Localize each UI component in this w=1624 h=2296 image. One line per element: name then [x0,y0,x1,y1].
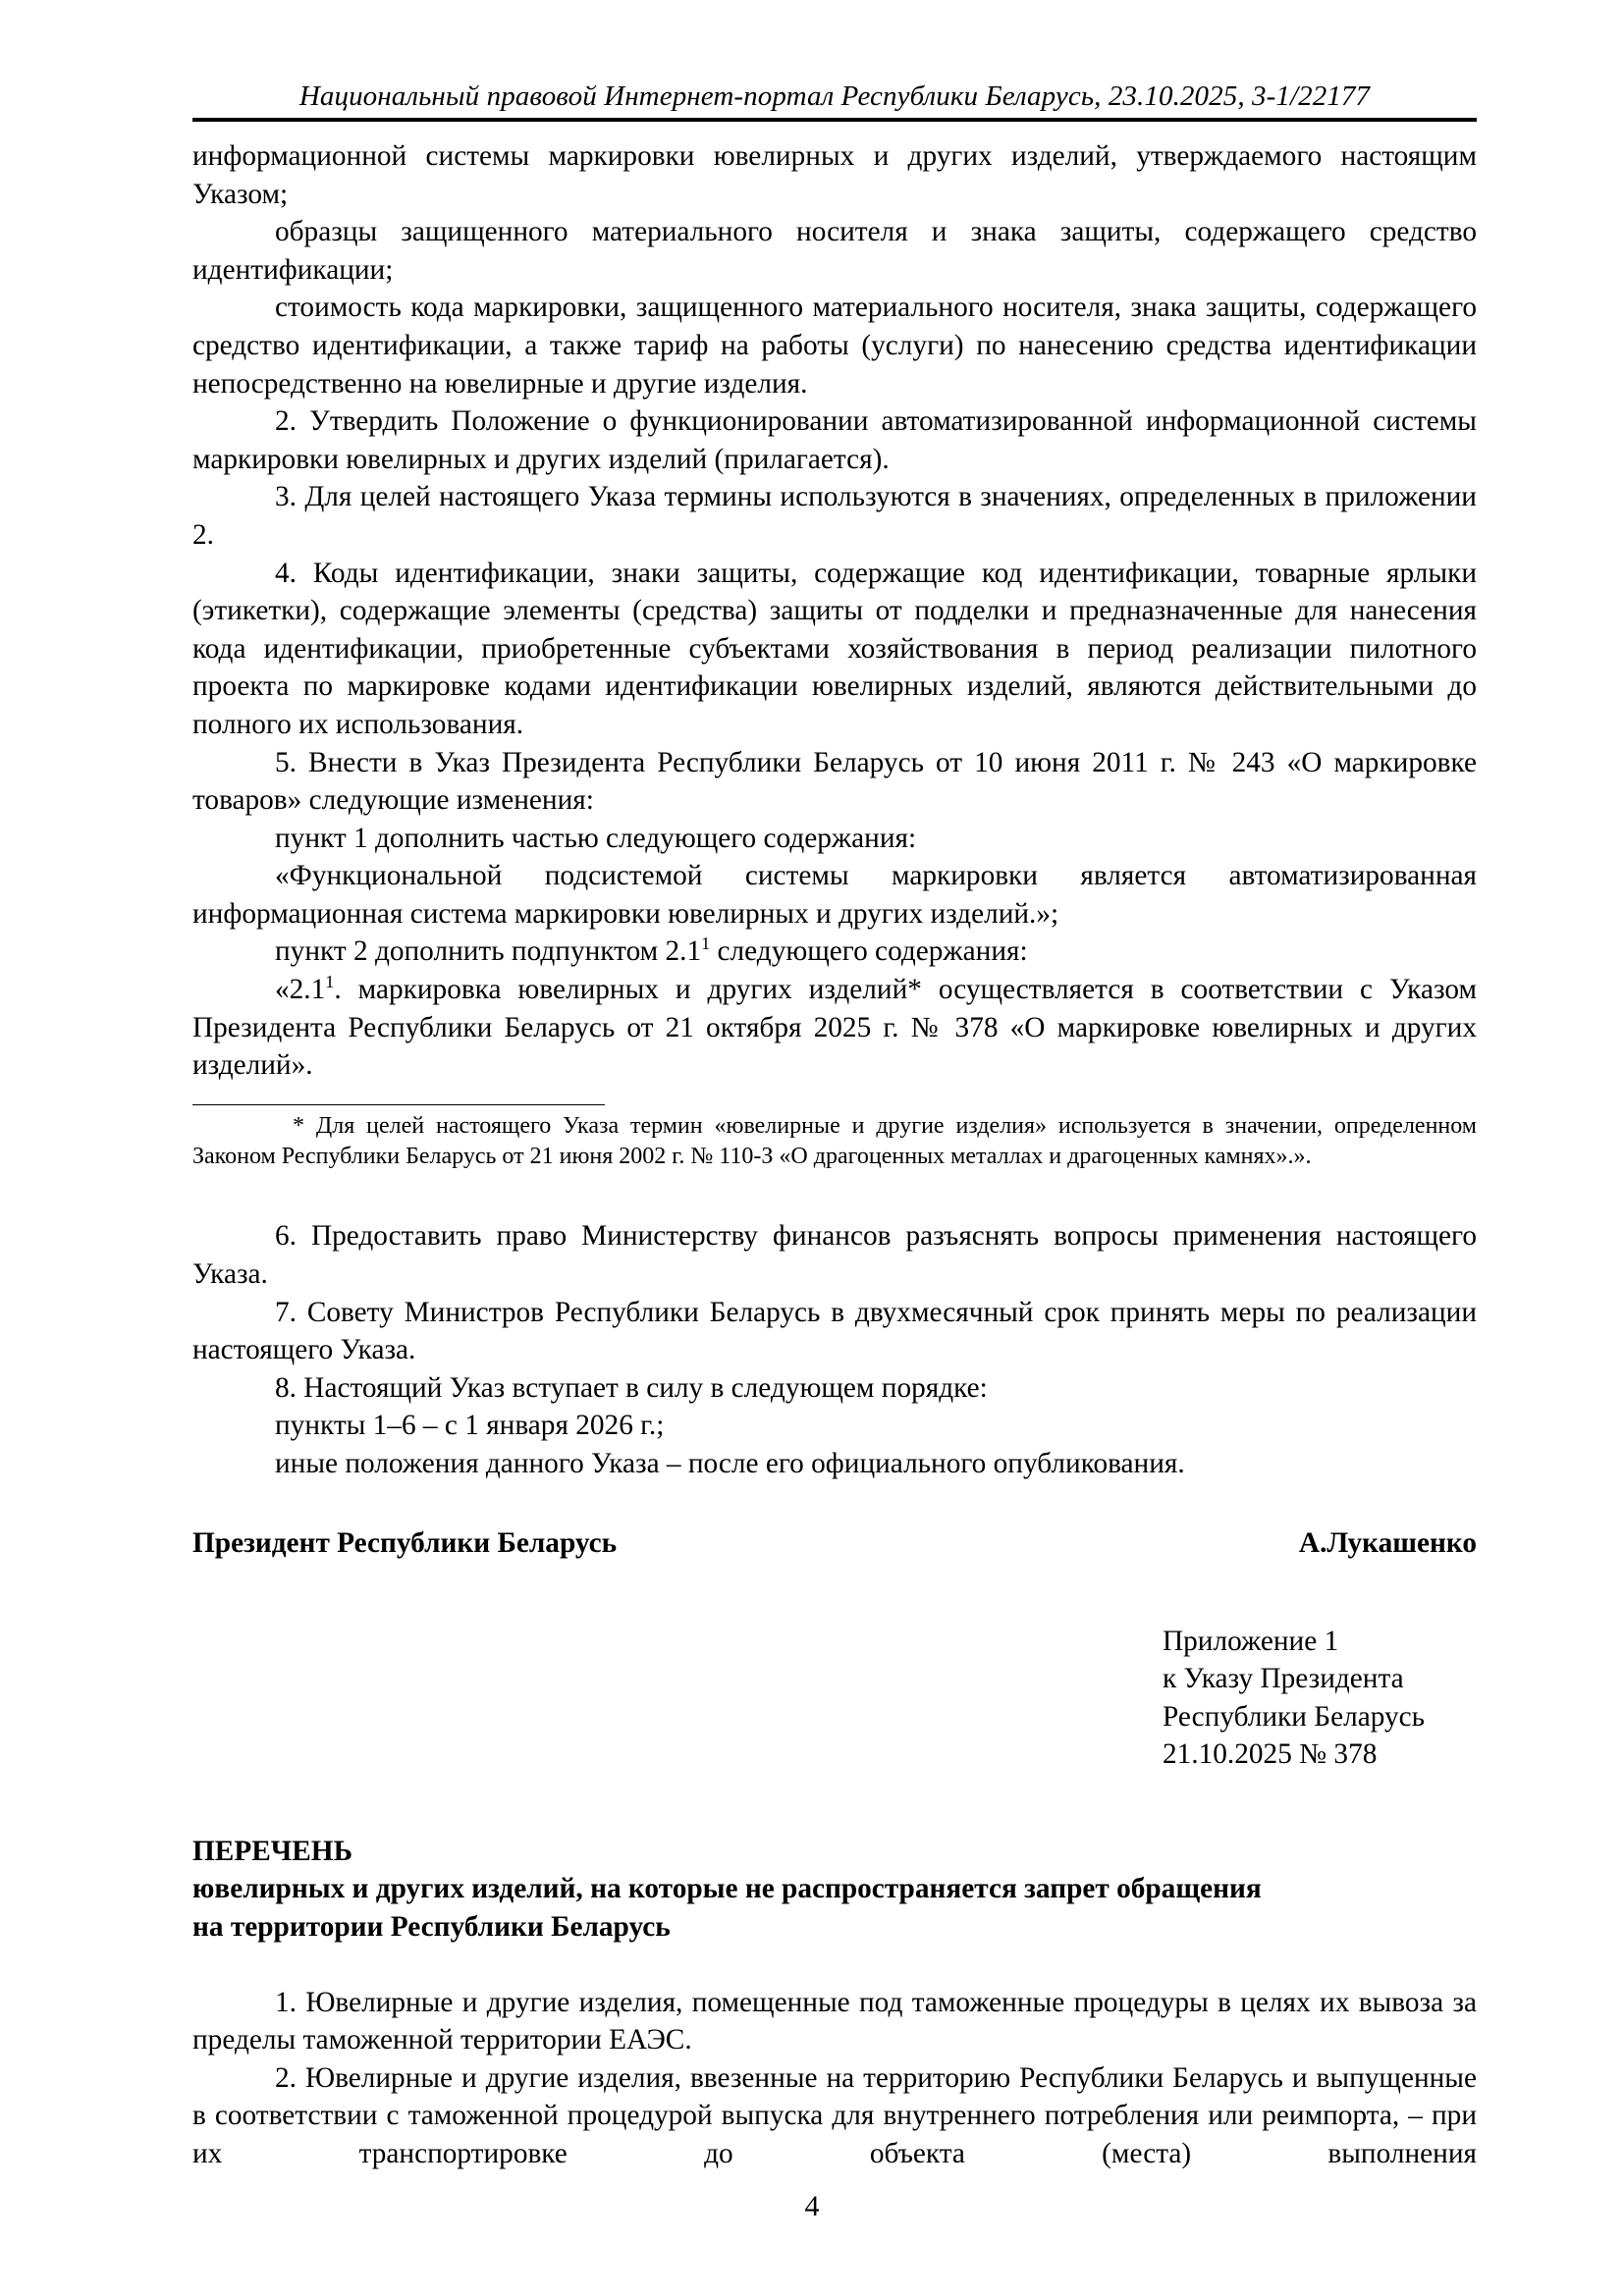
list-title [192,1833,1477,1947]
spacer [192,1172,1477,1217]
amendment-text: следующего содержания: [710,935,1028,968]
list-item: 1. Ювелирные и другие изделия, помещенные под таможенные процедуры в целях их вывоза за пределы таможенной территории ЕАЭС. [192,1986,1477,2056]
appendix-reference [1163,1623,1477,1774]
appendix-line: Республики Беларусь [1163,1700,1426,1733]
paragraph: иные положения данного Указа – после его официального опубликования. [275,1447,1185,1479]
signature-block [192,1524,1477,1562]
list-item: 2. Ювелирные и другие изделия, ввезенные на территорию Республики Беларусь и выпущенные в соответствии с таможенной процедурой выпуска для внутреннего потребления или реимпорта, – при их транспортировке до объекта (места) выполнения [192,2061,1477,2170]
amendment-text: пункт 2 дополнить подпунктом 2.1 [275,935,702,968]
list-subtitle: ювелирных и других изделий, на которые не распространяется запрет обращения [192,1873,1262,1905]
superscript: 1 [701,934,711,954]
paragraph-item-2: 2. Утвердить Положение о функционировании автоматизированной информационной системы маркировки ювелирных и других изделий (прилагается). [192,405,1477,475]
spacer [192,1947,1477,1984]
paragraph: информационной системы маркировки ювелирных и других изделий, утверждаемого настоящим Указом; [192,140,1477,210]
document-body [192,137,1477,2173]
page-number: 4 [804,2190,820,2222]
paragraph-amendment-2 [192,933,1477,971]
page-header [192,77,1477,122]
paragraph-item-4: 4. Коды идентификации, знаки защиты, содержащие код идентификации, товарные ярлыки (этикетки), содержащие элементы (средства) защиты от подделки и предназначенные для нанесения кода идентификации, приобретенные субъектами хозяйствования в период реализации пилотного проекта по маркировке кодами идентификации ювелирных изделий, являются действительными до полного их использования. [192,557,1477,740]
appendix-line: 21.10.2025 № 378 [1163,1738,1378,1771]
paragraph: пункт 1 дополнить частью следующего содержания: [275,822,917,854]
footnote-separator [192,1104,605,1106]
appendix-line: к Указу Президента [1163,1663,1404,1695]
paragraph-item-5: 5. Внести в Указ Президента Республики Беларусь от 10 июня 2011 г. № 243 «О маркировке товаров» следующие изменения: [192,746,1477,817]
superscript: 1 [325,971,335,991]
portal-header-text: Национальный правовой Интернет-портал Республики Беларусь, 23.10.2025, 3-1/22177 [298,80,1371,112]
appendix-line: Приложение 1 [1163,1625,1339,1657]
paragraph: образцы защищенного материального носителя и знака защиты, содержащего средство идентификации; [192,216,1477,286]
paragraph-item-6: 6. Предоставить право Министерству финансов разъяснять вопросы применения настоящего Указа. [192,1220,1477,1290]
amendment-text: «2.1 [275,974,326,1006]
amendment-text: . маркировка ювелирных и других изделий* осуществляется в соответствии с Указом Президента Республики Беларусь от 21 октября 2025 г. № 378 «О маркировке ювелирных и других изделий». [192,974,1477,1082]
paragraph-item-8: 8. Настоящий Указ вступает в силу в следующем порядке: [275,1371,988,1404]
paragraph: пункты 1–6 – с 1 января 2026 г.; [275,1410,665,1442]
paragraph-item-7: 7. Совету Министров Республики Беларусь в двухмесячный срок принять меры по реализации настоящего Указа. [192,1296,1477,1366]
paragraph-amendment-quote [192,971,1477,1085]
paragraph: стоимость кода маркировки, защищенного материального носителя, знака защиты, содержащего средство идентификации, а также тариф на работы (услуги) по нанесению средства идентификации непосредственно на ювелирные и другие изделия. [192,292,1477,400]
footnote: * Для целей настоящего Указа термин «ювелирные и другие изделия» используется в значении, определенном Законом Республики Беларусь от 21 июня 2002 г. № 110-З «О драгоценных металлах и драгоценных камнях».». [192,1113,1477,1170]
paragraph: «Функциональной подсистемой системы маркировки является автоматизированная информационная система маркировки ювелирных и других изделий.»; [192,860,1477,930]
list-subtitle: на территории Республики Беларусь [192,1911,671,1944]
signatory-title: Президент Республики Беларусь [192,1526,618,1559]
signatory-name: А.Лукашенко [1298,1526,1477,1559]
header-rule [192,118,1477,122]
paragraph-item-3: 3. Для целей настоящего Указа термины используются в значениях, определенных в приложении 2. [192,481,1477,551]
list-heading: ПЕРЕЧЕНЬ [192,1835,352,1867]
